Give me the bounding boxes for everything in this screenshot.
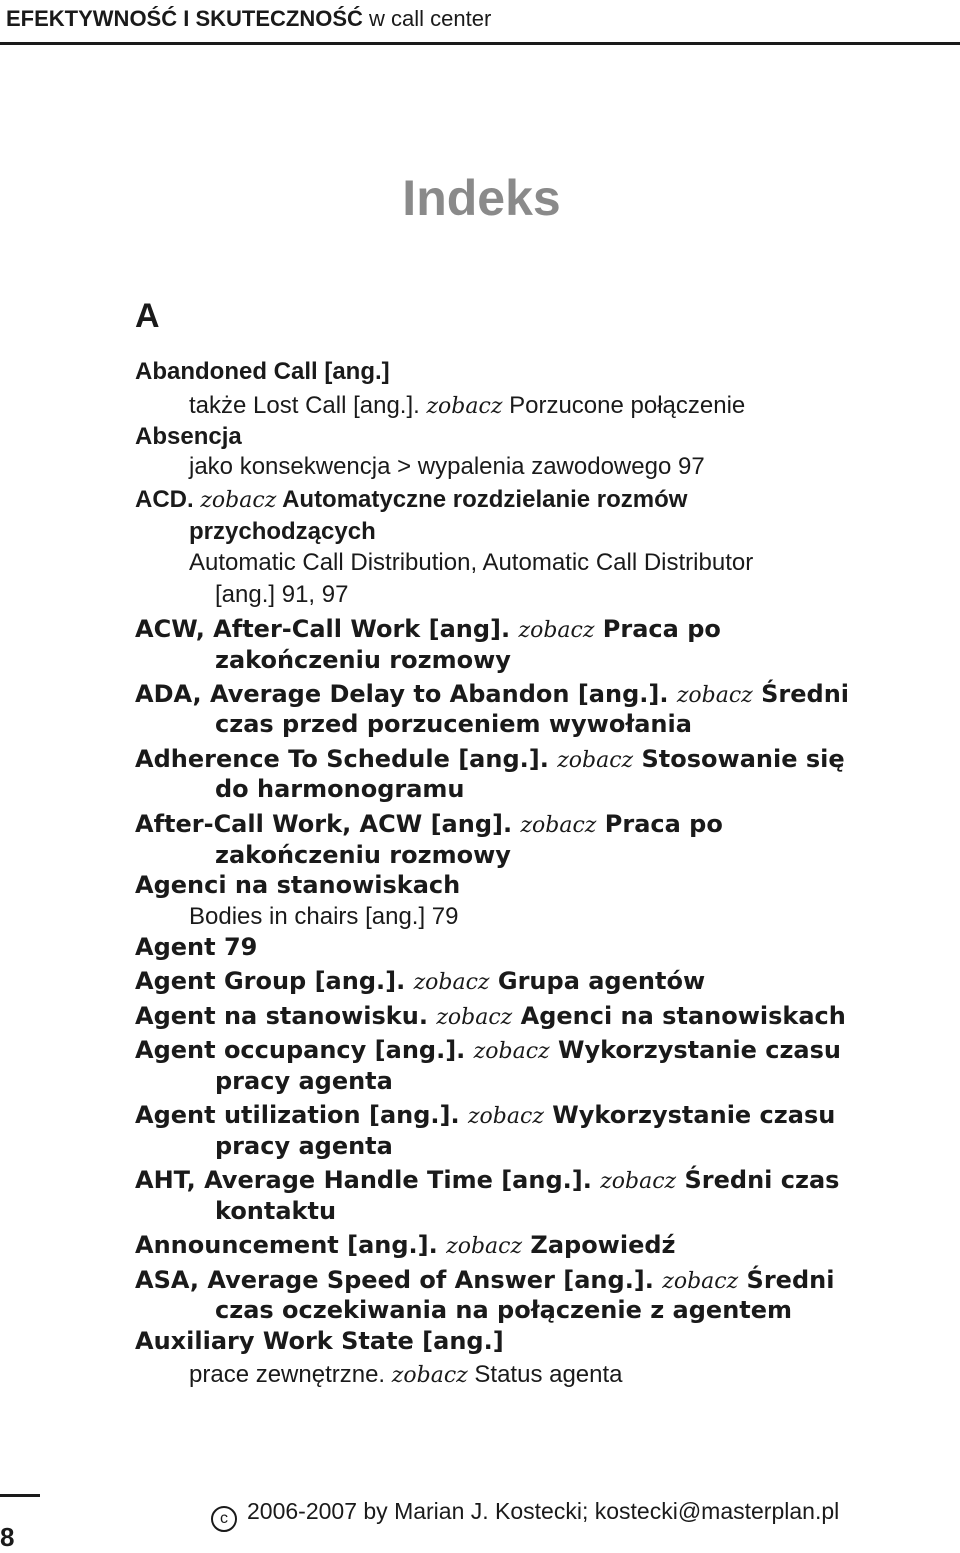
reference-target: Praca po <box>596 810 723 838</box>
entry-continuation: zakończeniu rozmowy <box>215 646 511 674</box>
page-title: Indeks <box>402 170 561 226</box>
entry-term: ACW, After-Call Work [ang]. <box>135 615 519 643</box>
subentry-text: prace zewnętrzne. <box>189 1361 392 1388</box>
entry-continuation: pracy agenta <box>215 1132 393 1160</box>
entry-term: Agent occupancy [ang.]. <box>135 1036 474 1064</box>
section-letter: A <box>135 297 160 335</box>
see-reference: zobacz <box>467 1104 544 1129</box>
index-subentry: jako konsekwencja > wypalenia zawodowego 97 <box>189 453 705 480</box>
reference-target: Średni <box>752 680 850 708</box>
entry-continuation: przychodzących <box>189 518 376 545</box>
index-subentry <box>189 391 745 422</box>
see-reference: zobacz <box>473 1039 550 1064</box>
index-entry-heading <box>135 1165 839 1197</box>
see-reference: zobacz <box>676 683 753 708</box>
see-reference: zobacz <box>200 488 277 513</box>
index-entry-heading <box>135 1230 676 1262</box>
index-entry-heading <box>135 966 705 998</box>
reference-target: Średni <box>738 1266 835 1294</box>
header-title-rest: w call center <box>362 6 492 31</box>
index-entry-heading <box>135 614 721 646</box>
entry-continuation: pracy agenta <box>215 1067 393 1095</box>
see-reference: zobacz <box>600 1169 677 1194</box>
reference-target: Agenci na stanowiskach <box>512 1002 846 1030</box>
index-entry-heading <box>135 1001 846 1033</box>
index-subentry: Bodies in chairs [ang.] 79 <box>189 903 459 930</box>
entry-continuation: do harmonogramu <box>215 775 465 803</box>
running-header <box>0 0 960 44</box>
copyright-icon: c <box>211 1506 237 1532</box>
entry-term: Agent Group [ang.]. <box>135 967 414 995</box>
see-reference: zobacz <box>446 1234 523 1259</box>
entry-term: AHT, Average Handle Time [ang.]. <box>135 1166 601 1194</box>
index-entry-heading: Abandoned Call [ang.] <box>135 358 390 385</box>
entry-term: ADA, Average Delay to Abandon [ang.]. <box>135 680 677 708</box>
entry-term: Agent na stanowisku. <box>135 1002 437 1030</box>
reference-target: Praca po <box>594 615 721 643</box>
entry-continuation: czas oczekiwania na połączenie z agentem <box>215 1296 793 1324</box>
entry-term: Adherence To Schedule [ang.]. <box>135 745 558 773</box>
copyright-text: 2006-2007 by Marian J. Kostecki; kostecki@masterplan.pl <box>247 1498 840 1524</box>
subentry-text: także Lost Call [ang.]. <box>189 392 427 419</box>
see-reference: zobacz <box>436 1005 513 1030</box>
footer-divider <box>0 1494 40 1497</box>
entry-continuation: czas przed porzuceniem wywołania <box>215 710 692 738</box>
reference-target: Grupa agentów <box>489 967 706 995</box>
see-reference: zobacz <box>557 748 634 773</box>
entry-continuation: kontaktu <box>215 1197 337 1225</box>
header-title-bold: EFEKTYWNOŚĆ I SKUTECZNOŚĆ <box>6 6 363 31</box>
reference-target: Średni czas <box>676 1166 840 1194</box>
reference-target: Wykorzystanie czasu <box>543 1101 836 1129</box>
reference-target: Wykorzystanie czasu <box>549 1036 841 1064</box>
running-header-title <box>6 6 491 32</box>
index-entry-heading: Agenci na stanowiskach <box>135 871 461 899</box>
index-entry-heading: Auxiliary Work State [ang.] <box>135 1327 504 1355</box>
index-entry-heading <box>135 744 845 776</box>
index-entry-heading <box>135 679 849 711</box>
subentry-continuation: [ang.] 91, 97 <box>215 581 349 608</box>
index-entry-heading <box>135 809 723 841</box>
entry-continuation: zakończeniu rozmowy <box>215 841 511 869</box>
see-reference: zobacz <box>518 618 595 643</box>
see-reference: zobacz <box>520 813 597 838</box>
reference-target: Zapowiedź <box>522 1231 676 1259</box>
reference-target: Stosowanie się <box>633 745 845 773</box>
see-reference: zobacz <box>426 394 503 419</box>
index-entry-heading <box>135 1035 841 1067</box>
see-reference: zobacz <box>413 970 490 995</box>
copyright-notice <box>211 1496 839 1532</box>
entry-term: ACD. <box>135 486 201 513</box>
index-entry-heading <box>135 485 687 516</box>
entry-term: Agent utilization [ang.]. <box>135 1101 468 1129</box>
see-reference: zobacz <box>391 1363 468 1388</box>
index-entry-heading <box>135 1265 834 1297</box>
index-subentry: Automatic Call Distribution, Automatic Call Distributor <box>189 549 754 576</box>
reference-target: Automatyczne rozdzielanie rozmów <box>276 486 688 513</box>
index-entry-heading: Agent 79 <box>135 933 258 961</box>
reference-target: Porzucone połączenie <box>502 392 746 419</box>
entry-term: ASA, Average Speed of Answer [ang.]. <box>135 1266 663 1294</box>
index-entry-heading: Absencja <box>135 423 242 450</box>
entry-term: Announcement [ang.]. <box>135 1231 447 1259</box>
entry-term: After-Call Work, ACW [ang]. <box>135 810 521 838</box>
reference-target: Status agenta <box>467 1361 623 1388</box>
see-reference: zobacz <box>662 1269 739 1294</box>
header-divider <box>0 42 960 45</box>
page-number: 8 <box>0 1522 15 1552</box>
index-subentry <box>189 1360 623 1391</box>
index-entry-heading <box>135 1100 835 1132</box>
